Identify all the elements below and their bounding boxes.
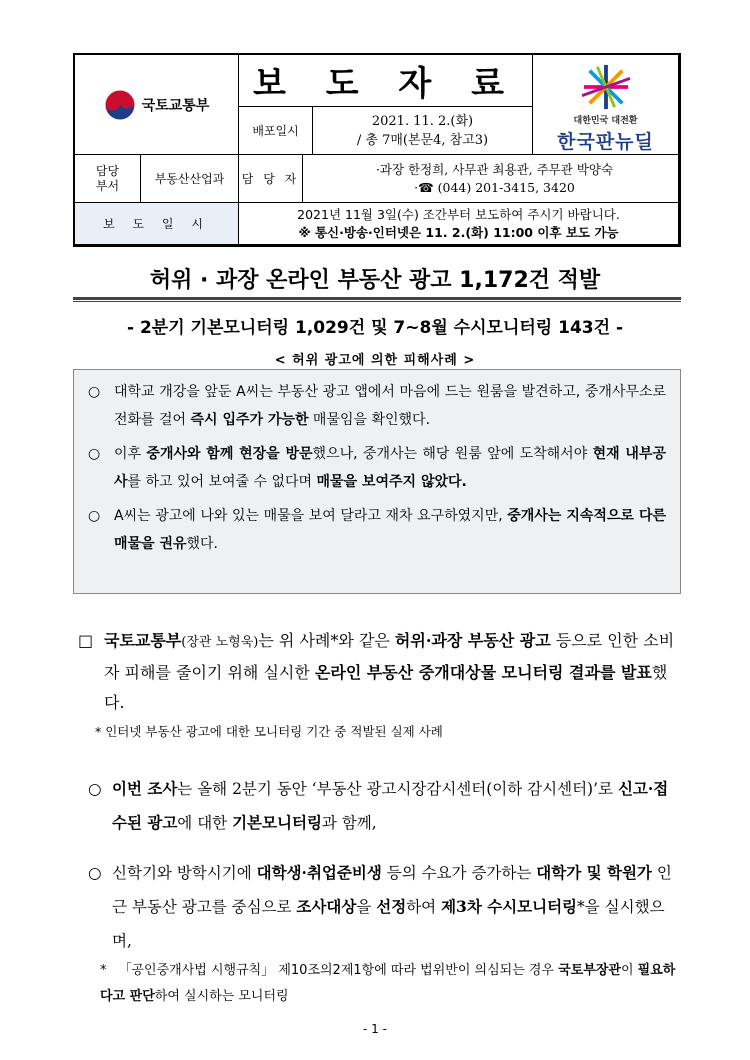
case2-text-a: 이후 bbox=[114, 446, 147, 462]
para2-c: 신고·접수된 광고 bbox=[112, 779, 669, 832]
para3-g: 을 bbox=[356, 898, 377, 916]
case-box bbox=[73, 369, 681, 594]
case-item bbox=[88, 378, 666, 434]
brand-tagline: 대한민국 대전환 bbox=[573, 116, 638, 126]
manager-label: 담 당 자 bbox=[239, 155, 303, 203]
para3-k: *을 실시했으며, bbox=[112, 898, 665, 950]
note2-a: 「공인중개사법 시행규칙」 제10조의2제1항에 따라 법위반이 의심되는 경우 bbox=[118, 963, 559, 978]
body-paragraph-2 bbox=[88, 772, 682, 840]
para1-b: (장관 노형욱) bbox=[181, 635, 259, 650]
para1-f: 온라인 부동산 중개대상물 모니터링 결과를 발표 bbox=[314, 663, 652, 682]
para3-d: 대학가 및 학원가 bbox=[536, 863, 652, 882]
case-item bbox=[88, 440, 666, 496]
case-box-title: < 허위 광고에 의한 피해사례 > bbox=[274, 353, 476, 368]
square-bullet: □ bbox=[78, 631, 94, 650]
page-count: / 총 7매(본문4, 참고3) bbox=[356, 132, 489, 148]
manager-contact bbox=[303, 155, 679, 203]
para1-e: 등으로 인한 소비자 피해를 줄이기 위해 실시한 bbox=[104, 631, 675, 682]
body-paragraph-1 bbox=[78, 626, 682, 718]
distribution-info bbox=[313, 107, 533, 155]
case1-text-a: 대학교 개강을 앞둔 A씨는 부동산 광고 앱에서 마음에 드는 원룸을 발견하고, 중개사무소로 전화를 걸어 bbox=[114, 384, 666, 428]
case3-text-b: 중개사는 지속적으로 다른 매물을 권유 bbox=[114, 508, 666, 552]
bullet-marker: ○ bbox=[88, 384, 101, 400]
footnote-marker: * bbox=[100, 963, 107, 978]
case2-text-b: 중개사와 함께 현장을 방문 bbox=[146, 446, 313, 462]
release-date-info bbox=[239, 203, 679, 245]
para1-d: 허위·과장 부동산 광고 bbox=[394, 631, 551, 650]
note2-c: 이 bbox=[620, 963, 638, 978]
bullet-marker: ○ bbox=[88, 508, 101, 524]
dept-label-line1: 담당 bbox=[95, 163, 120, 178]
footnote-2 bbox=[100, 958, 682, 1010]
case1-text-c: 매물임을 확인했다. bbox=[308, 412, 431, 428]
note2-e: 하여 실시하는 모니터링 bbox=[154, 989, 289, 1004]
case2-text-c: 했으나, 중개사는 해당 원룸 앞에 도착해서야 bbox=[312, 446, 593, 462]
ministry-logo bbox=[104, 89, 210, 121]
note2-d: 필요하다고 판단 bbox=[100, 963, 676, 1004]
subheadline: - 2분기 기본모니터링 1,029건 및 7~8월 수시모니터링 143건 - bbox=[126, 318, 624, 338]
press-release-header-table bbox=[73, 53, 681, 247]
para2-e: 기본모니터링 bbox=[232, 813, 322, 832]
dept-name: 부동산산업과 bbox=[141, 155, 239, 203]
para1-a: 국토교통부 bbox=[104, 631, 182, 650]
case2-text-e: 를 하고 있어 보여줄 수 없다며 bbox=[127, 474, 317, 490]
case1-text-b: 즉시 입주가 가능한 bbox=[190, 412, 309, 428]
taegeuk-emblem-icon bbox=[104, 89, 136, 121]
para2-d: 에 대한 bbox=[177, 814, 233, 832]
case3-text-c: 했다. bbox=[186, 536, 218, 552]
para2-a: 이번 조사 bbox=[112, 779, 178, 798]
para3-f: 조사대상 bbox=[296, 897, 357, 916]
brand-name: 한국판뉴딜 bbox=[557, 131, 654, 153]
body-paragraph-3 bbox=[88, 856, 682, 958]
para2-b: 는 올해 2분기 동안 ‘부동산 광고시장감시센터(이하 감시센터)’로 bbox=[177, 780, 618, 798]
ministry-name: 국토교통부 bbox=[141, 97, 210, 114]
phone-number: ·☎ (044) 201-3415, 3420 bbox=[414, 179, 575, 195]
headline-rule bbox=[73, 297, 681, 300]
case-item bbox=[88, 502, 666, 558]
headline: 허위 · 과장 온라인 부동산 광고 1,172건 적발 bbox=[149, 268, 601, 293]
release-date-label: 보 도 일 시 bbox=[75, 203, 239, 245]
para3-e: 인근 부동산 광고를 중심으로 bbox=[112, 864, 672, 916]
page-number: - 1 - bbox=[363, 1022, 387, 1036]
case-text bbox=[114, 502, 666, 558]
para3-h: 선정 bbox=[376, 897, 407, 916]
case-text bbox=[114, 378, 666, 434]
para2-f: 과 함께, bbox=[321, 814, 377, 832]
bullet-marker: ○ bbox=[88, 864, 102, 882]
case-text bbox=[114, 440, 666, 496]
new-deal-brand bbox=[533, 55, 679, 155]
press-release-title: 보 도 자 료 bbox=[239, 55, 533, 107]
para3-c: 등의 수요가 증가하는 bbox=[381, 864, 537, 882]
case2-text-d: 현재 내부공사 bbox=[114, 446, 666, 490]
case2-text-f: 매물을 보여주지 않았다. bbox=[316, 474, 467, 490]
para3-j: 제3차 수시모니터링 bbox=[441, 897, 578, 916]
para3-a: 신학기와 방학시기에 bbox=[112, 864, 257, 882]
distribution-date: 2021. 11. 2.(화) bbox=[371, 113, 474, 129]
release-line-1: 2021년 11월 3일(수) 조간부터 보도하여 주시기 바랍니다. bbox=[297, 206, 620, 222]
headline-rule-thin bbox=[73, 301, 681, 302]
new-deal-star-icon bbox=[577, 63, 635, 111]
dept-label-line2: 부서 bbox=[95, 178, 120, 193]
para1-g: 했다. bbox=[104, 663, 668, 712]
para3-b: 대학생·취업준비생 bbox=[256, 863, 382, 882]
ministry-logo-cell bbox=[75, 55, 239, 155]
bullet-marker: ○ bbox=[88, 446, 101, 462]
para1-c: 는 위 사례*와 같은 bbox=[258, 631, 395, 650]
para3-i: 하여 bbox=[406, 898, 442, 916]
footnote-1: * 인터넷 부동산 광고에 대한 모니터링 기간 중 적발된 실제 사례 bbox=[95, 724, 443, 739]
footnote-2-text bbox=[100, 963, 675, 1004]
distribution-label: 배포일시 bbox=[239, 107, 313, 155]
bullet-marker: ○ bbox=[88, 780, 102, 798]
case3-text-a: A씨는 광고에 나와 있는 매물을 보여 달라고 재차 요구하였지만, bbox=[114, 508, 508, 524]
release-line-2: ※ 통신·방송·인터넷은 11. 2.(화) 11:00 이후 보도 가능 bbox=[298, 224, 619, 240]
dept-label bbox=[75, 155, 141, 203]
manager-names: ·과장 한정희, 사무관 최용관, 주무관 박양숙 bbox=[375, 161, 614, 177]
note2-b: 국토부장관 bbox=[558, 963, 621, 978]
